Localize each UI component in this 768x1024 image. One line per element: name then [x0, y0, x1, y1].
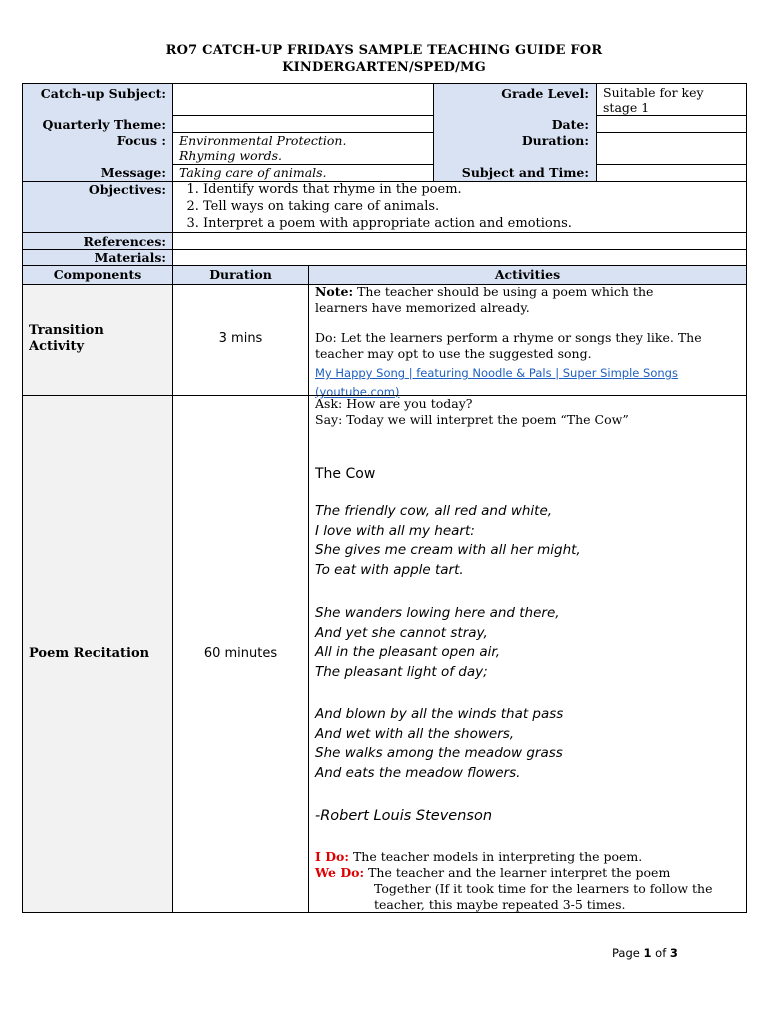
subject-and-time-value [596, 164, 747, 182]
note-text-1: The teacher should be using a poem which the [353, 284, 654, 299]
poem-component-label: Poem Recitation [29, 646, 150, 661]
poem-line: And blown by all the winds that pass [315, 706, 564, 722]
poem-intro [315, 396, 629, 428]
poem-line: The friendly cow, all red and white, [315, 503, 553, 519]
poem-line: She walks among the meadow grass [315, 745, 563, 761]
objectives-label-cell [22, 181, 173, 233]
poem-stanza-3 [315, 705, 563, 783]
message-value: Taking care of animals. [179, 165, 327, 180]
duration-value [596, 132, 747, 165]
grade-level-label: Grade Level: [501, 86, 589, 101]
date-value [596, 115, 747, 133]
references-value [172, 232, 747, 250]
objective-item-2: 2. Tell ways on taking care of animals. [203, 198, 735, 215]
quarterly-theme-label: Quarterly Theme: [42, 117, 166, 132]
grade-level-line-2: stage 1 [603, 100, 650, 115]
transition-do [315, 330, 743, 362]
poem-line: And yet she cannot stray, [315, 624, 488, 641]
page-total: 3 [669, 946, 678, 960]
subject-and-time-label: Subject and Time: [461, 165, 589, 180]
song-link[interactable]: My Happy Song | featuring Noodle & Pals | Super Simple Songs (youtube.com) [315, 366, 678, 399]
note-label: Note: [315, 284, 354, 299]
transition-duration-cell [172, 284, 309, 396]
poem-title: The Cow [315, 466, 376, 482]
document-title [0, 42, 768, 76]
do-line-1: Do: Let the learners perform a rhyme or songs they like. The [315, 330, 702, 345]
transition-label-line-1: Transition [29, 323, 104, 338]
focus-line-1: Environmental Protection. [179, 133, 347, 148]
header-components-cell [22, 265, 173, 285]
poem-line: The pleasant light of day; [315, 663, 488, 680]
objective-item-3: 3. Interpret a poem with appropriate action and emotions. [203, 215, 735, 232]
poem-line: She gives me cream with all her might, [315, 542, 581, 558]
poem-line: I love with all my heart: [315, 522, 475, 539]
quarterly-theme-value [172, 115, 434, 133]
title-line-2: KINDERGARTEN/SPED/MG [282, 60, 486, 75]
transition-note [315, 284, 743, 316]
we-do-label: We Do: [315, 865, 365, 880]
poem-stanza-1 [315, 502, 581, 580]
materials-label-cell [22, 249, 173, 266]
header-duration: Duration [209, 267, 272, 282]
we-do-text: The teacher and the learner interpret the poem [364, 865, 671, 880]
catch-up-subject-label: Catch-up Subject: [40, 86, 166, 101]
header-duration-cell [172, 265, 309, 285]
i-do-label: I Do: [315, 849, 349, 864]
poem-duration: 60 minutes [203, 646, 278, 661]
header-activities-cell [308, 265, 747, 285]
poem-line: And eats the meadow flowers. [315, 764, 521, 781]
we-do-line-3: teacher, this maybe repeated 3-5 times. [374, 897, 626, 912]
ask-line: Ask: How are you today? [315, 396, 473, 411]
page-of: of [651, 946, 670, 960]
transition-component-cell [22, 284, 173, 396]
info-labels-left [22, 83, 173, 182]
poem-duration-cell [172, 395, 309, 913]
transition-duration: 3 mins [218, 331, 263, 346]
transition-activities-cell [308, 284, 747, 399]
grade-level-value-cell [596, 83, 747, 116]
page-number [612, 946, 678, 960]
poem-author: -Robert Louis Stevenson [315, 808, 493, 824]
references-label: References: [83, 234, 166, 249]
transition-component-label [29, 323, 104, 355]
objectives-label: Objectives: [88, 182, 166, 197]
say-line: Say: Today we will interpret the poem “The Cow” [315, 412, 629, 427]
grade-level-line-1: Suitable for key [603, 85, 704, 100]
poem-line: To eat with apple tart. [315, 561, 464, 578]
header-activities: Activities [494, 267, 561, 282]
objective-item-1: 1. Identify words that rhyme in the poem. [203, 181, 735, 198]
materials-label: Materials: [94, 250, 166, 265]
do-line-2: teacher may opt to use the suggested song. [315, 346, 592, 361]
materials-value [172, 249, 747, 266]
title-line-1: RO7 CATCH-UP FRIDAYS SAMPLE TEACHING GUIDE FOR [165, 43, 603, 58]
message-value-cell [172, 164, 434, 182]
date-label: Date: [551, 117, 589, 132]
duration-label: Duration: [521, 133, 589, 148]
info-labels-right [433, 83, 597, 182]
poem-stanza-2 [315, 604, 560, 682]
note-text-2: learners have memorized already. [315, 300, 530, 315]
poem-line: And wet with all the showers, [315, 725, 515, 742]
poem-line: All in the pleasant open air, [315, 644, 501, 660]
i-do-we-do-block [315, 849, 743, 913]
references-label-cell [22, 232, 173, 250]
poem-line: She wanders lowing here and there, [315, 605, 560, 621]
page-current: 1 [643, 946, 652, 960]
focus-line-2: Rhyming words. [179, 148, 282, 163]
we-do-line-2: Together (If it took time for the learners to follow the [374, 881, 713, 896]
objectives-list [175, 181, 735, 232]
focus-label: Focus : [116, 133, 166, 148]
objectives-value-cell [172, 181, 747, 233]
message-label: Message: [100, 165, 166, 180]
poem-component-cell [22, 395, 173, 913]
transition-label-line-2: Activity [29, 339, 84, 354]
catch-up-subject-value [172, 83, 434, 116]
poem-activities-cell [308, 395, 747, 913]
i-do-text: The teacher models in interpreting the poem. [349, 849, 643, 864]
page-prefix: Page [612, 946, 644, 960]
focus-value-cell [172, 132, 434, 165]
header-components: Components [53, 267, 142, 282]
